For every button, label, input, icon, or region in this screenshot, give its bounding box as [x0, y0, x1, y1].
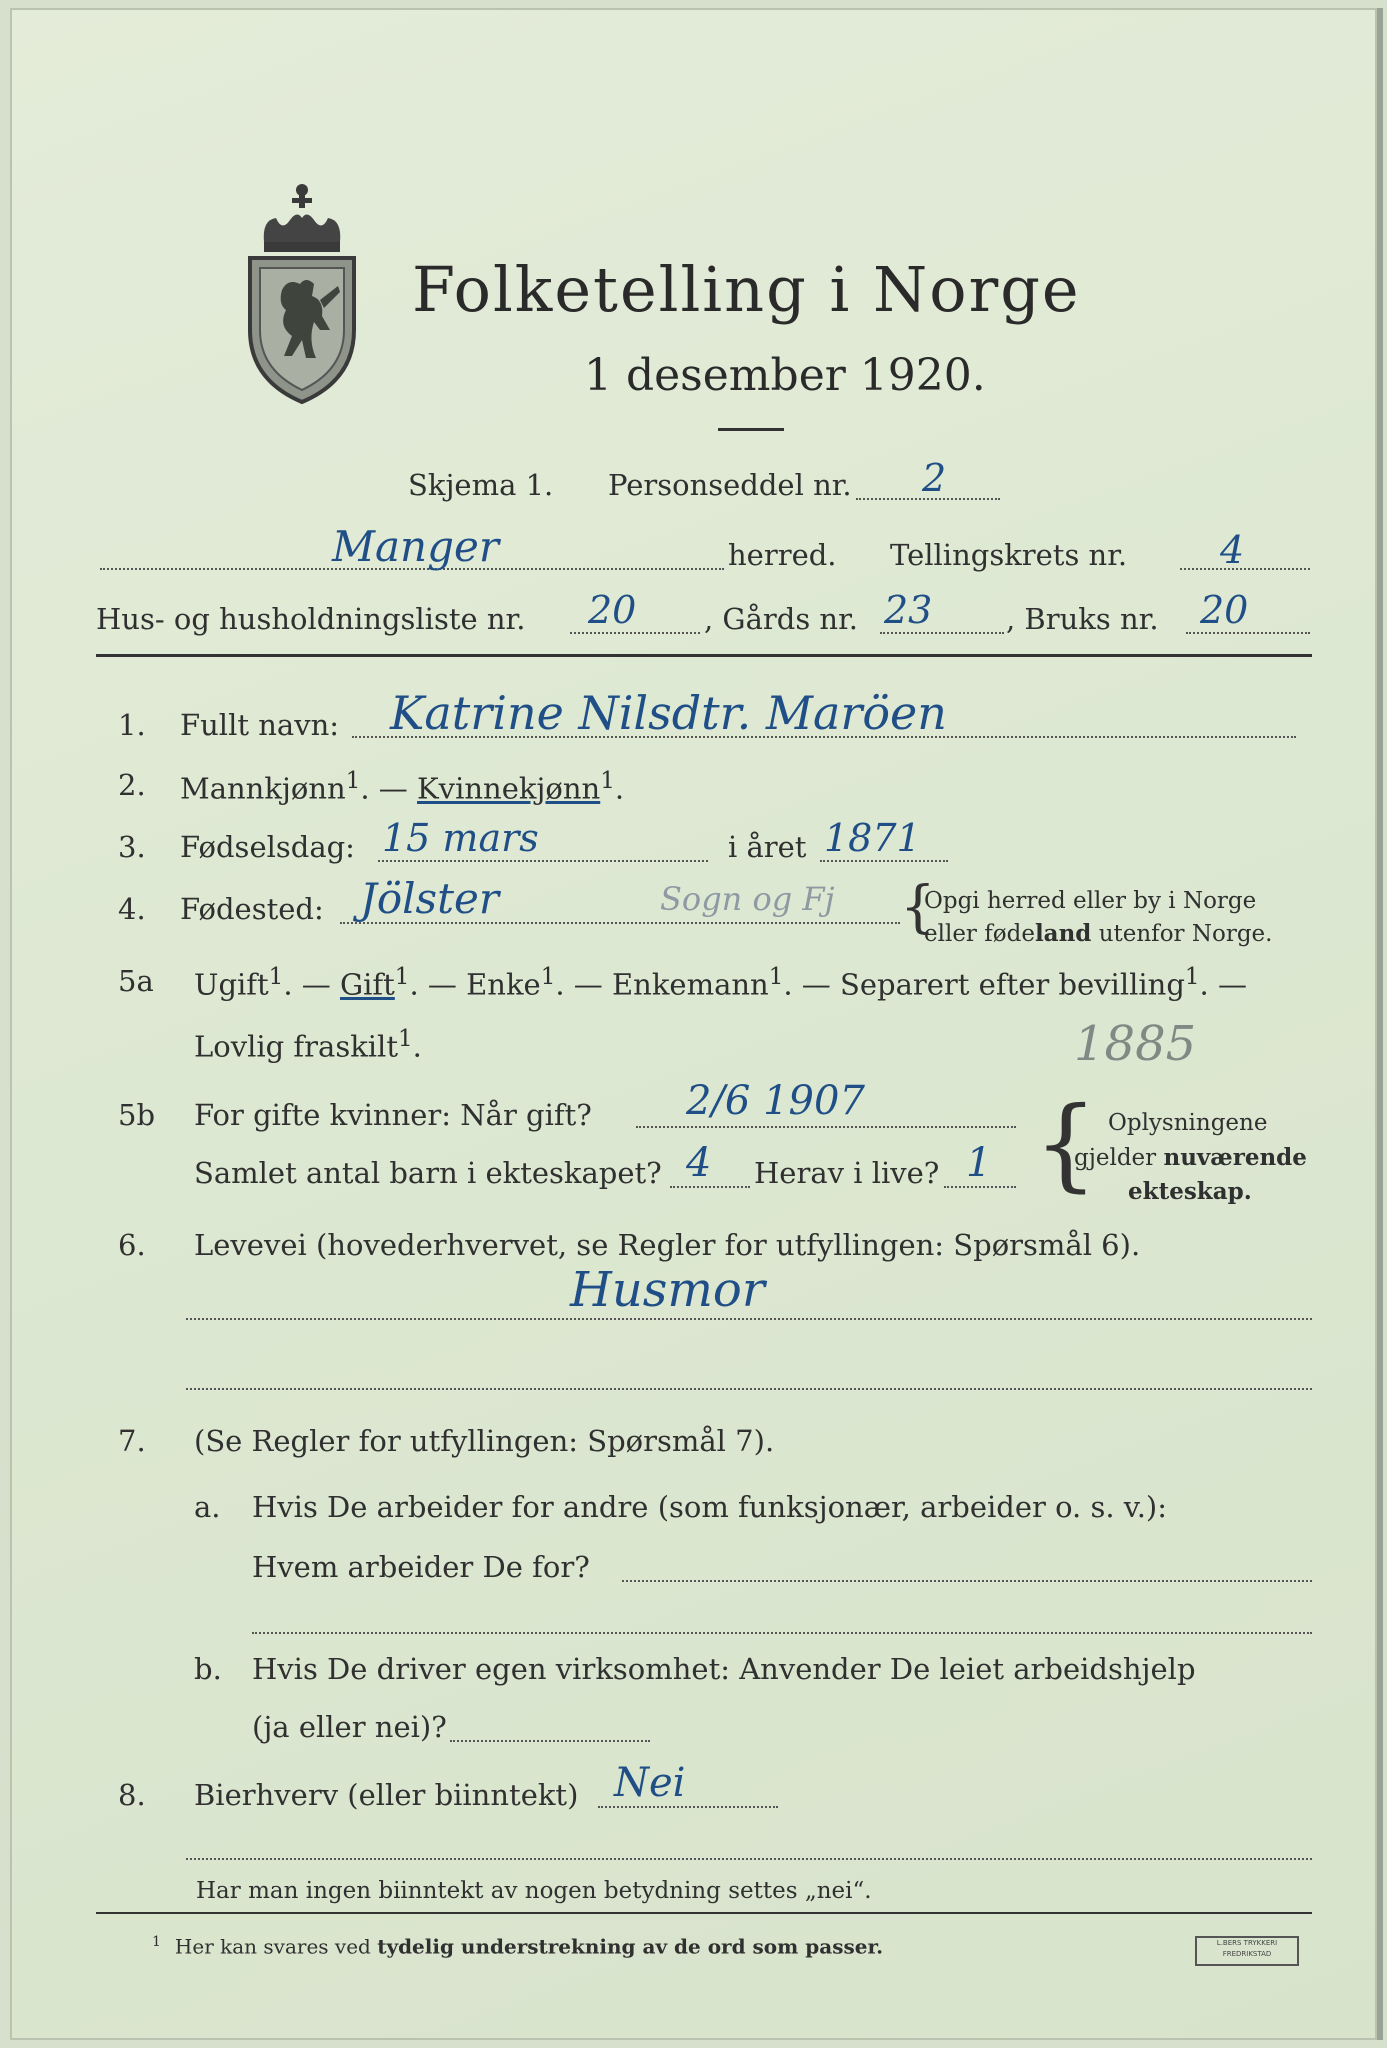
- form-title: Folketelling i Norge: [412, 253, 1081, 326]
- q3-year-label: i året: [728, 830, 807, 864]
- q5b-note1: Oplysningene: [1108, 1110, 1268, 1136]
- q5b-value1[interactable]: 2/6 1907: [686, 1078, 865, 1124]
- q4-value[interactable]: Jölster: [360, 874, 499, 923]
- q4-label: Fødested:: [180, 892, 324, 926]
- footnote-divider: [96, 1912, 1312, 1914]
- q4-note-a: eller føde: [924, 921, 1035, 947]
- footnote-mark: 1: [152, 1934, 161, 1950]
- q5b-label3: Herav i live?: [754, 1156, 940, 1190]
- bruks-label: , Bruks nr.: [1006, 602, 1159, 636]
- bruks-line: [1186, 632, 1310, 634]
- q5a-line1: [194, 964, 1247, 1002]
- q5b-line2: [670, 1186, 750, 1188]
- q6-label: Levevei (hovederhvervet, se Regler for utfyllingen: Spørsmål 6).: [194, 1228, 1141, 1262]
- footnote-mark: 1: [268, 964, 284, 990]
- footnote-text-a: Her kan svares ved: [174, 1934, 378, 1959]
- q5b-line1: [636, 1126, 1016, 1128]
- q6-value[interactable]: Husmor: [570, 1262, 765, 1318]
- gift-option[interactable]: Gift: [339, 967, 395, 1002]
- stamp-line2: FREDRIKSTAD: [1222, 1950, 1272, 1958]
- enke-option[interactable]: . — Enke: [409, 967, 541, 1002]
- gards-line: [880, 632, 1004, 634]
- q8-line: [598, 1806, 778, 1808]
- q3-number: 3.: [118, 830, 146, 864]
- q1-value[interactable]: Katrine Nilsdtr. Maröen: [390, 686, 947, 740]
- q3-label: Fødselsdag:: [180, 830, 355, 864]
- q2-number: 2.: [118, 768, 146, 802]
- q5b-number: 5b: [118, 1098, 156, 1132]
- ugift-option[interactable]: Ugift: [194, 967, 269, 1002]
- printer-stamp: [1195, 1936, 1299, 1966]
- q8-label: Bierhverv (eller biinntekt): [194, 1778, 579, 1812]
- q5b-value3[interactable]: 1: [966, 1140, 992, 1186]
- q8-note: Har man ingen biinntekt av nogen betydning settes „nei“.: [196, 1878, 872, 1904]
- q7b-letter: b.: [194, 1652, 222, 1686]
- header-divider: [96, 654, 1312, 657]
- q5b-line3: [944, 1186, 1016, 1188]
- q6-line2: [186, 1388, 1312, 1390]
- q8-line2: [186, 1858, 1312, 1860]
- q7a-answer-line2: [252, 1632, 1312, 1634]
- tellingskrets-label: Tellingskrets nr.: [890, 538, 1128, 572]
- q7b-answer-line: [450, 1740, 650, 1742]
- q7a-letter: a.: [194, 1490, 221, 1524]
- footnote-mark: 1: [540, 964, 556, 990]
- norwegian-lion-coat-of-arms-icon: [242, 180, 362, 405]
- q5b-label2: Samlet antal barn i ekteskapet?: [194, 1156, 662, 1190]
- footnote-mark: 1: [394, 964, 410, 990]
- herred-label: herred.: [728, 538, 837, 572]
- q4-brace: {: [900, 875, 936, 940]
- q4-faint-value: Sogn og Fj: [660, 880, 835, 918]
- census-form-page: [10, 8, 1383, 2040]
- q3-year-value[interactable]: 1871: [824, 816, 921, 860]
- q4-note-b: utenfor Norge.: [1091, 921, 1273, 947]
- q5b-note2-bold: nuværende: [1163, 1144, 1307, 1171]
- q7-number: 7.: [118, 1424, 146, 1458]
- tellingskrets-line: [1180, 568, 1310, 570]
- q8-number: 8.: [118, 1778, 146, 1812]
- q5a-sep: . —: [283, 967, 331, 1002]
- footnote-mark: 1: [1184, 964, 1200, 990]
- q3-value[interactable]: 15 mars: [382, 816, 539, 860]
- husliste-value[interactable]: 20: [588, 588, 637, 632]
- q2-text: [180, 768, 624, 806]
- footnote: [152, 1934, 883, 1959]
- q4-number: 4.: [118, 892, 146, 926]
- q5b-label1: For gifte kvinner: Når gift?: [194, 1098, 592, 1132]
- q5b-note2: [1074, 1144, 1307, 1171]
- q7b-line2: (ja eller nei)?: [252, 1710, 447, 1744]
- fraskilt-option[interactable]: Lovlig fraskilt: [194, 1029, 398, 1064]
- q6-number: 6.: [118, 1228, 146, 1262]
- husliste-line: [570, 632, 700, 634]
- q7a-answer-line1: [622, 1580, 1312, 1582]
- husliste-label: Hus- og husholdningsliste nr.: [96, 602, 526, 636]
- gards-label: , Gårds nr.: [704, 602, 858, 636]
- personseddel-value[interactable]: 2: [922, 456, 947, 500]
- tellingskrets-value[interactable]: 4: [1220, 528, 1245, 572]
- q2-separator: . —: [360, 771, 408, 806]
- q3-line: [378, 860, 708, 862]
- footnote-mark: 1: [768, 964, 784, 990]
- q3-year-line: [820, 860, 948, 862]
- q5a-annotation: 1885: [1074, 1016, 1197, 1072]
- q4-note-line2: [924, 920, 1272, 947]
- q8-value[interactable]: Nei: [614, 1760, 686, 1806]
- stamp-line1: L.BERS TRYKKERI: [1216, 1939, 1278, 1947]
- q7-label: (Se Regler for utfyllingen: Spørsmål 7).: [194, 1424, 775, 1458]
- q5a-tail: . —: [1199, 967, 1247, 1002]
- female-option[interactable]: Kvinnekjønn: [417, 771, 601, 806]
- personseddel-label: Personseddel nr.: [608, 468, 852, 502]
- q5b-value2[interactable]: 4: [686, 1140, 712, 1186]
- q7b-line1: Hvis De driver egen virksomhet: Anvender De leiet arbeidshjelp: [252, 1652, 1196, 1686]
- form-date: 1 desember 1920.: [584, 350, 986, 401]
- separert-option[interactable]: . — Separert efter bevilling: [783, 967, 1185, 1002]
- q5a-line2-end: .: [412, 1029, 422, 1064]
- male-option[interactable]: Mannkjønn: [180, 771, 346, 806]
- q1-number: 1.: [118, 708, 146, 742]
- q6-line1: [186, 1318, 1312, 1320]
- q5a-line2: [194, 1026, 422, 1064]
- gards-value[interactable]: 23: [884, 588, 933, 632]
- q5a-number: 5a: [118, 964, 154, 998]
- schema-label: Skjema 1.: [408, 468, 554, 502]
- footnote-text-bold: tydelig understrekning av de ord som passer.: [377, 1934, 884, 1959]
- q5b-brace: {: [1034, 1085, 1098, 1202]
- q4-note-line1: Opgi herred eller by i Norge: [924, 888, 1257, 914]
- q2-end: .: [614, 771, 625, 806]
- herred-value[interactable]: Manger: [332, 522, 499, 571]
- title-divider: [718, 428, 784, 431]
- q5b-note2-a: gjelder: [1074, 1145, 1164, 1171]
- q4-note-bold: land: [1034, 920, 1092, 947]
- q1-label: Fullt navn:: [180, 708, 340, 742]
- enkemann-option[interactable]: . — Enkemann: [555, 967, 769, 1002]
- footnote-mark: 1: [397, 1026, 413, 1052]
- q7a-line2: Hvem arbeider De for?: [252, 1550, 590, 1584]
- bruks-value[interactable]: 20: [1200, 588, 1249, 632]
- footnote-mark: 1: [345, 768, 361, 794]
- q5b-note3: ekteskap.: [1128, 1178, 1252, 1205]
- footnote-mark: 1: [600, 768, 615, 794]
- q7a-line1: Hvis De arbeider for andre (som funksjonær, arbeider o. s. v.):: [252, 1490, 1168, 1524]
